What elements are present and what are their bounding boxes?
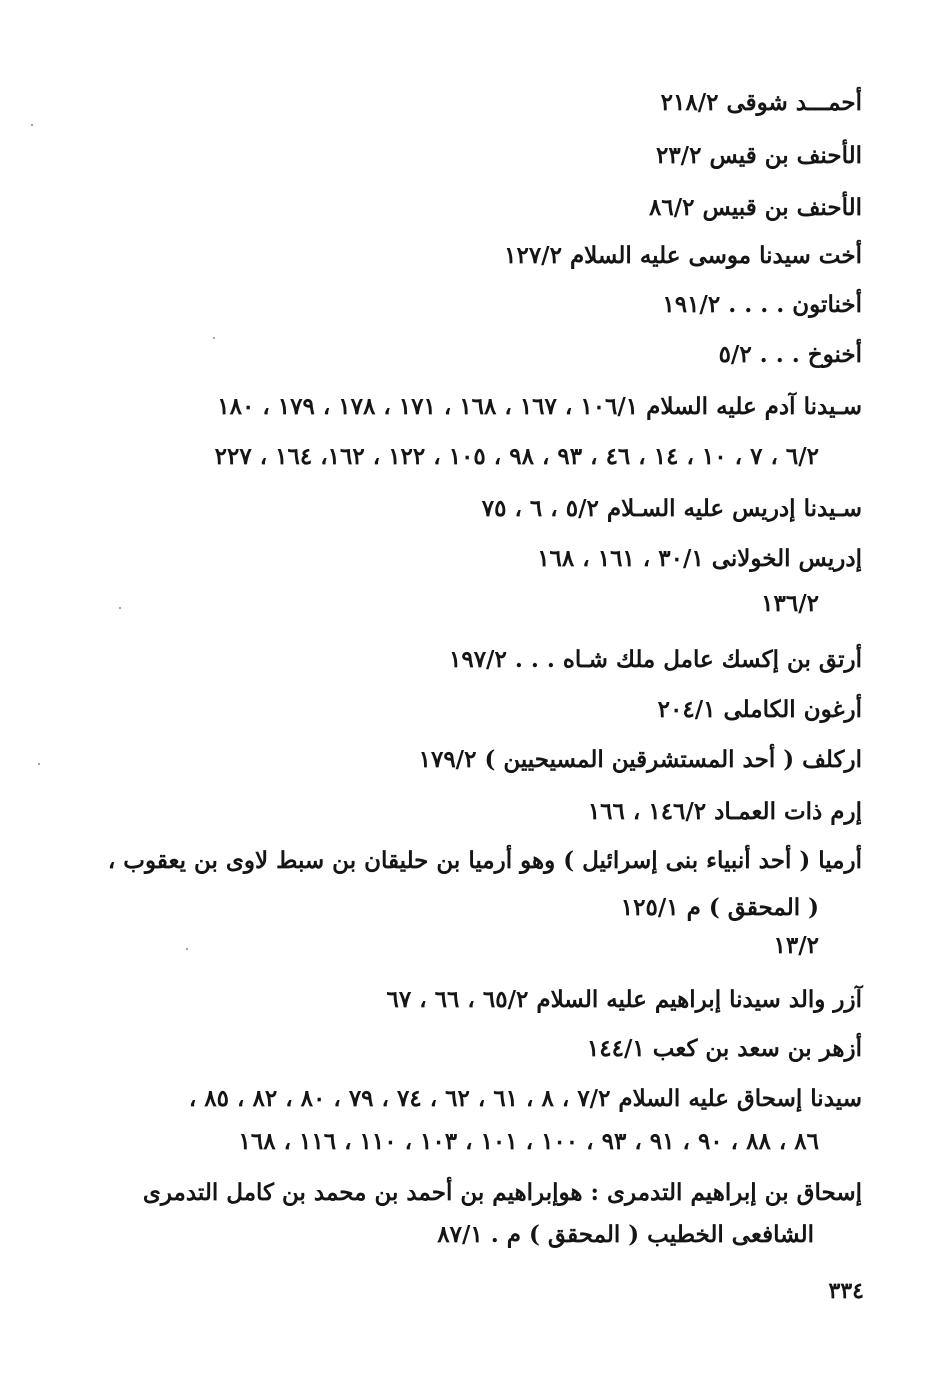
- index-entry-ahnaf-qays: الأحنف بن قيس ٢٣/٢: [655, 142, 862, 169]
- index-entry-armiya: أرميا ( أحد أنبياء بنى إسرائيل ) وهو أرميا بن حليقان بن سبط لاوى بن يعقوب ،: [107, 847, 862, 874]
- index-entry-arghun: أرغون الكاملى ٢٠٤/١: [657, 696, 862, 723]
- index-entry-idris: سـيدنا إدريس عليه السـلام ٥/٢ ، ٦ ، ٧٥: [481, 495, 862, 522]
- index-entry-akhnukh: أخنوخ . . . ٥/٢: [718, 341, 862, 368]
- index-entry-iram: إرم ذات العمـاد ١٤٦/٢ ، ١٦٦: [587, 798, 862, 825]
- index-entry-adam: سـيدنا آدم عليه السلام ١٠٦/١ ، ١٦٧ ، ١٦٨ ، ١٧١ ، ١٧٨ ، ١٧٩ ، ١٨٠: [217, 393, 862, 420]
- index-entry-ishaq: سيدنا إسحاق عليه السلام ٧/٢ ، ٨ ، ٦١ ، ٦٢ ، ٧٤ ، ٧٩ ، ٨٠ ، ٨٢ ، ٨٥ ،: [188, 1085, 862, 1112]
- index-entry-ishaq-tadmuri: إسحاق بن إبراهيم التدمرى : هوإبراهيم بن أحمد بن محمد بن كامل التدمرى: [142, 1179, 862, 1206]
- index-entry-ahmad-shawqi: أحمـــد شوقى ٢١٨/٢: [660, 89, 862, 116]
- index-entry-ishaq-tadmuri-cont: الشافعى الخطيب ( المحقق ) م . ٨٧/١: [437, 1221, 814, 1248]
- index-entry-armiya-cont2: ١٣/٢: [773, 932, 819, 959]
- index-entry-armiya-cont: ( المحقق ) م ١٢٥/١: [620, 894, 819, 921]
- index-entry-ishaq-cont: ٨٦ ، ٨٨ ، ٩٠ ، ٩١ ، ٩٣ ، ١٠٠ ، ١٠١ ، ١٠٣ ، ١١٠ ، ١١٦ ، ١٦٨: [238, 1128, 819, 1155]
- index-entry-idris-khawlani-cont: ١٣٦/٢: [761, 590, 819, 617]
- index-entry-ahnaf-qubays: الأحنف بن قبيس ٨٦/٢: [649, 194, 862, 221]
- index-entry-arculf: اركلف ( أحد المستشرقين المسيحيين ) ١٧٩/٢: [418, 746, 862, 773]
- index-entry-artuq: أرتق بن إكسك عامل ملك شـاه . . . ١٩٧/٢: [448, 646, 862, 673]
- scan-speck: [119, 607, 121, 609]
- index-entry-idris-khawlani: إدريس الخولانى ٣٠/١ ، ١٦١ ، ١٦٨: [537, 545, 862, 572]
- index-entry-azhar: أزهر بن سعد بن كعب ١٤٤/١: [586, 1035, 862, 1062]
- index-entry-akhenaten: أخناتون . . . . ١٩١/٢: [662, 291, 862, 318]
- scan-speck: [38, 763, 40, 765]
- scan-speck: [31, 124, 33, 126]
- scan-speck: [186, 948, 188, 950]
- scan-speck: [213, 337, 215, 339]
- index-entry-azar: آزر والد سيدنا إبراهيم عليه السلام ٦٥/٢ ، ٦٦ ، ٦٧: [386, 986, 862, 1013]
- index-entry-adam-cont: ٦/٢ ، ٧ ، ١٠ ، ١٤ ، ٤٦ ، ٩٣ ، ٩٨ ، ١٠٥ ، ١٢٢ ، ١٦٢، ١٦٤ ، ٢٢٧: [214, 443, 819, 470]
- page-number: ٣٣٤: [828, 1278, 864, 1304]
- index-entry-ukht-musa: أخت سيدنا موسى عليه السلام ١٢٧/٢: [504, 242, 862, 269]
